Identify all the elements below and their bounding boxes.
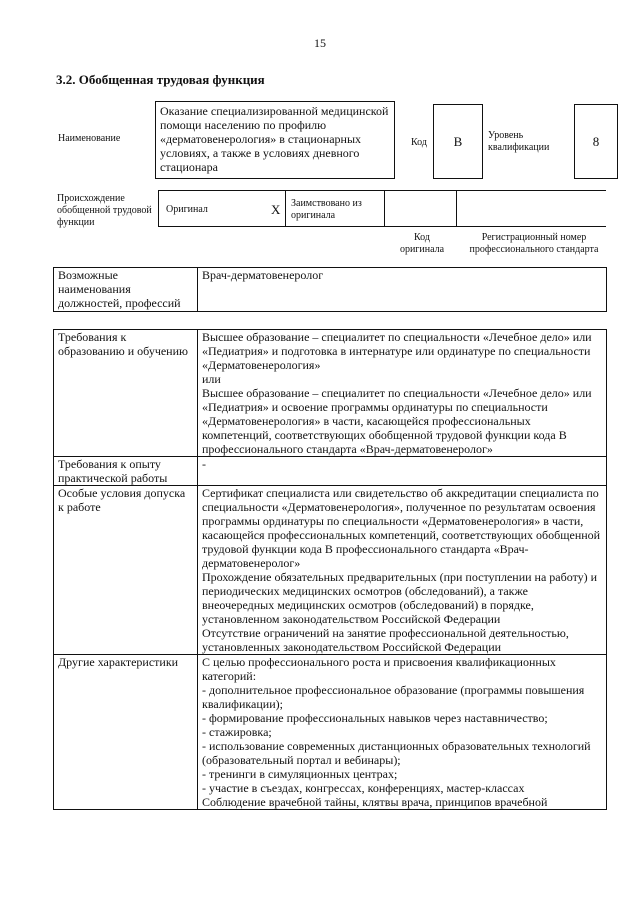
req-line: - [202,457,206,471]
level-label: Уровень квалификации [488,130,550,153]
table-row [54,457,607,486]
origin-divider-2 [384,190,385,227]
req-admission-value [198,486,607,655]
req-line: - дополнительное профессиональное образование (программы повышения квалификации); [202,683,585,711]
origin-label: Происхождение обобщенной трудовой функции [57,193,152,228]
borrowed-label: Заимствовано из оригинала [291,198,362,221]
req-line: - тренинги в симуляционных центрах; [202,767,398,781]
section-title: 3.2. Обобщенная трудовая функция [56,72,265,87]
req-line: Сертификат специалиста или свидетельство об аккредитации специалиста по специальности «Дерматовенерология», полученное по результатам освоения программы ординатуры по специальности «Дерматовенерология» в части, касающейся профессиональных компетенций, соответствующих обобщенной трудовой функции кода B профессионального стандарта «Врач-дерматовенеролог» [202,486,601,570]
original-label: Оригинал [166,204,208,215]
req-experience-value [198,457,607,486]
reg-number-label: Регистрационный номер профессионального стандарта [469,232,599,255]
req-line: Высшее образование – специалитет по специальности «Лечебное дело» или «Педиатрия» и подготовка в интернатуре или ординатуре по специальности «Дерматовенерология» [202,330,592,372]
positions-table [53,267,607,312]
req-experience-label: Требования к опыту практической работы [54,457,198,486]
table-row [54,330,607,457]
req-line: - стажировка; [202,725,272,739]
positions-value: Врач-дерматовенеролог [198,268,607,312]
req-line: - формирование профессиональных навыков через наставничество; [202,711,548,725]
req-line: Соблюдение врачебной тайны, клятвы врача, принципов врачебной [202,795,548,809]
origin-divider-1 [285,190,286,227]
req-other-value [198,655,607,810]
origin-divider-3 [456,190,457,227]
code-value: B [433,104,483,179]
req-line: Прохождение обязательных предварительных (при поступлении на работу) и периодических медицинских осмотров (обследований), а также внеочередных медицинских осмотров (обследований) в порядке, установленном законодательством Российской Федерации [202,570,598,626]
positions-label: Возможные наименования должностей, профессий [54,268,198,312]
req-line: - использование современных дистанционных образовательных технологий (образовательный портал и вебинары); [202,739,591,767]
level-value: 8 [574,104,618,179]
naming-label: Наименование [58,133,121,144]
requirements-table [53,329,607,810]
table-row [54,655,607,810]
naming-value: Оказание специализированной медицинской помощи населению по профилю «дерматовенерология» в стационарных условиях, а также в условиях дневного стационара [155,101,395,179]
req-line: или [202,372,221,386]
req-education-label: Требования к образованию и обучению [54,330,198,457]
req-other-label: Другие характеристики [54,655,198,810]
page-number: 15 [314,36,326,50]
req-line: С целью профессионального роста и присвоения квалификационных категорий: [202,655,556,683]
table-row [54,486,607,655]
req-education-value [198,330,607,457]
code-label: Код [411,137,427,148]
req-admission-label: Особые условия допуска к работе [54,486,198,655]
req-line: - участие в съездах, конгрессах, конференциях, мастер-классах [202,781,525,795]
req-line: Отсутствие ограничений на занятие профессиональной деятельностью, установленных законодательством Российской Федерации [202,626,569,654]
code-of-original-label: Код оригинала [399,232,445,255]
original-mark: X [271,202,281,217]
req-line: Высшее образование – специалитет по специальности «Лечебное дело» или «Педиатрия» и освоение программы ординатуры по специальности «Дерматовенерология» в части, касающейся профессиональных компетенций, соответствующих обобщенной трудовой функции кода B профессионального стандарта «Врач-дерматовенеролог» [202,386,592,456]
